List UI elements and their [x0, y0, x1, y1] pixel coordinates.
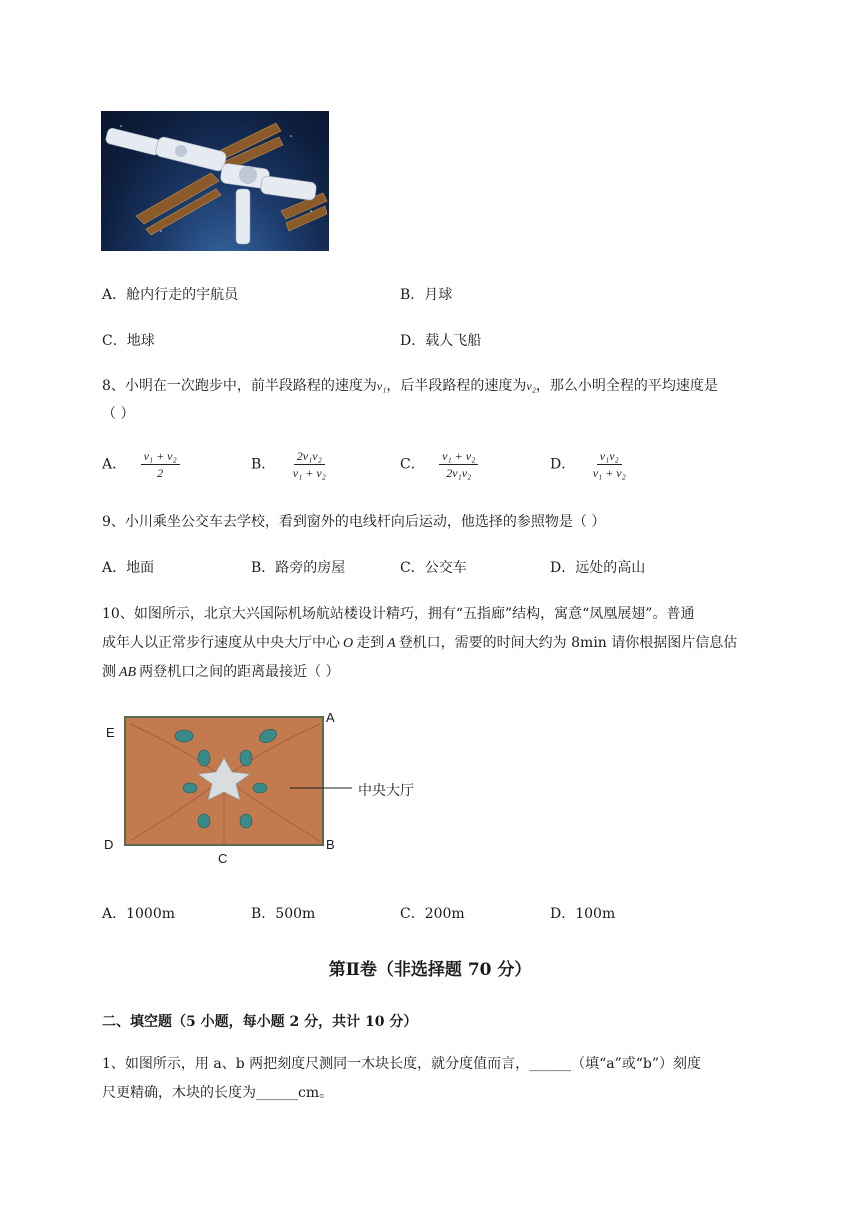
- airport-label-e: E: [106, 725, 115, 740]
- q10-option-b[interactable]: B．500m: [251, 906, 316, 922]
- q8-v1: v₁: [376, 379, 387, 393]
- fraction-denominator: 2: [157, 466, 164, 480]
- q8-option-d-fraction: [590, 449, 629, 480]
- fill-q1-line2: 尺更精确，木块的长度为______cm。: [102, 1085, 334, 1101]
- space-station-image: [101, 111, 329, 251]
- fraction-numerator: v₁ + v₂: [439, 449, 478, 465]
- q8-option-a-letter: A．: [102, 456, 127, 473]
- q8-option-b-letter: B．: [251, 456, 276, 473]
- q8-stem-part2: ，后半段路程的速度为: [386, 378, 527, 394]
- fraction-numerator: v₁ + v₂: [141, 449, 180, 465]
- fraction-numerator: 2v₁v₂: [294, 449, 325, 465]
- q8-stem-line2: （ ）: [102, 406, 135, 422]
- q9-option-c[interactable]: C．公交车: [400, 560, 467, 576]
- q8-option-c-fraction: [439, 449, 478, 480]
- q10-stem-line1: 10、如图所示，北京大兴国际机场航站楼设计精巧，拥有“五指廊”结构，寓意“凤凰展翅”。普通: [102, 606, 695, 622]
- fraction-denominator: v₁ + v₂: [292, 466, 326, 480]
- q9-stem: 9、小川乘坐公交车去学校，看到窗外的电线杆向后运动，他选择的参照物是（ ）: [102, 514, 606, 530]
- airport-label-d: D: [104, 837, 114, 852]
- q10-stem-line2: [102, 632, 737, 652]
- q9-option-a[interactable]: A．地面: [102, 560, 155, 576]
- q7-option-c[interactable]: C．地球: [102, 333, 155, 349]
- fill-q1-line1: 1、如图所示，用 a、b 两把刻度尺测同一木块长度，就分度值而言，______（填“a”或“b”）刻度: [102, 1056, 702, 1072]
- q10-line3-b: 两登机口之间的距离最接近（ ）: [139, 664, 340, 680]
- q10-line3-a: 测: [102, 664, 116, 680]
- q10-option-a[interactable]: A．1000m: [102, 906, 176, 922]
- q9-option-b[interactable]: B．路旁的房屋: [251, 560, 346, 576]
- airport-figure: [100, 706, 440, 871]
- q8-option-a-fraction: [141, 449, 180, 480]
- q8-stem-part1: 8、小明在一次跑步中，前半段路程的速度为: [102, 378, 377, 394]
- q8-option-d-letter: D．: [550, 456, 576, 473]
- q10-point-o: O: [343, 636, 354, 651]
- part2-title: 第Ⅱ卷（非选择题 70 分）: [328, 960, 532, 980]
- fraction-numerator: v₁v₂: [597, 449, 622, 465]
- q10-line2-c: 登机口，需要的时间大约为 8min 请你根据图片信息估: [398, 635, 738, 651]
- q8-stem-part3: ，那么小明全程的平均速度是: [535, 378, 718, 394]
- q10-line2-a: 成年人以正常步行速度从中央大厅中心: [102, 635, 340, 651]
- q10-segment-ab: AB: [119, 665, 137, 680]
- q8-option-a[interactable]: [102, 449, 180, 480]
- q10-stem-line3: [102, 661, 340, 681]
- q7-option-a[interactable]: A．舱内行走的宇航员: [102, 287, 239, 303]
- fraction-denominator: 2v₁v₂: [446, 466, 472, 480]
- q7-option-b[interactable]: B．月球: [400, 287, 453, 303]
- q8-option-c-letter: C．: [400, 456, 425, 473]
- q10-line2-b: 走到: [356, 635, 385, 651]
- q10-point-a: A: [387, 636, 396, 651]
- q8-option-b-fraction: [290, 449, 329, 480]
- airport-label-b: B: [326, 837, 335, 852]
- q8-option-c[interactable]: [400, 449, 478, 480]
- fraction-denominator: v₁ + v₂: [592, 466, 626, 480]
- airport-callout-central-hall: 中央大厅: [358, 782, 414, 798]
- section-fill-blank-heading: 二、填空题（5 小题，每小题 2 分，共计 10 分）: [102, 1014, 418, 1030]
- q8-stem: [102, 375, 718, 395]
- airport-label-c: C: [218, 851, 228, 866]
- q7-option-d[interactable]: D．载人飞船: [400, 333, 482, 349]
- q8-option-b[interactable]: [251, 449, 329, 480]
- q8-v2: v₂: [526, 379, 536, 393]
- q10-option-d[interactable]: D．100m: [550, 906, 616, 922]
- q10-option-c[interactable]: C．200m: [400, 906, 465, 922]
- q9-option-d[interactable]: D．远处的高山: [550, 560, 646, 576]
- airport-label-a: A: [326, 710, 335, 725]
- q8-option-d[interactable]: [550, 449, 629, 480]
